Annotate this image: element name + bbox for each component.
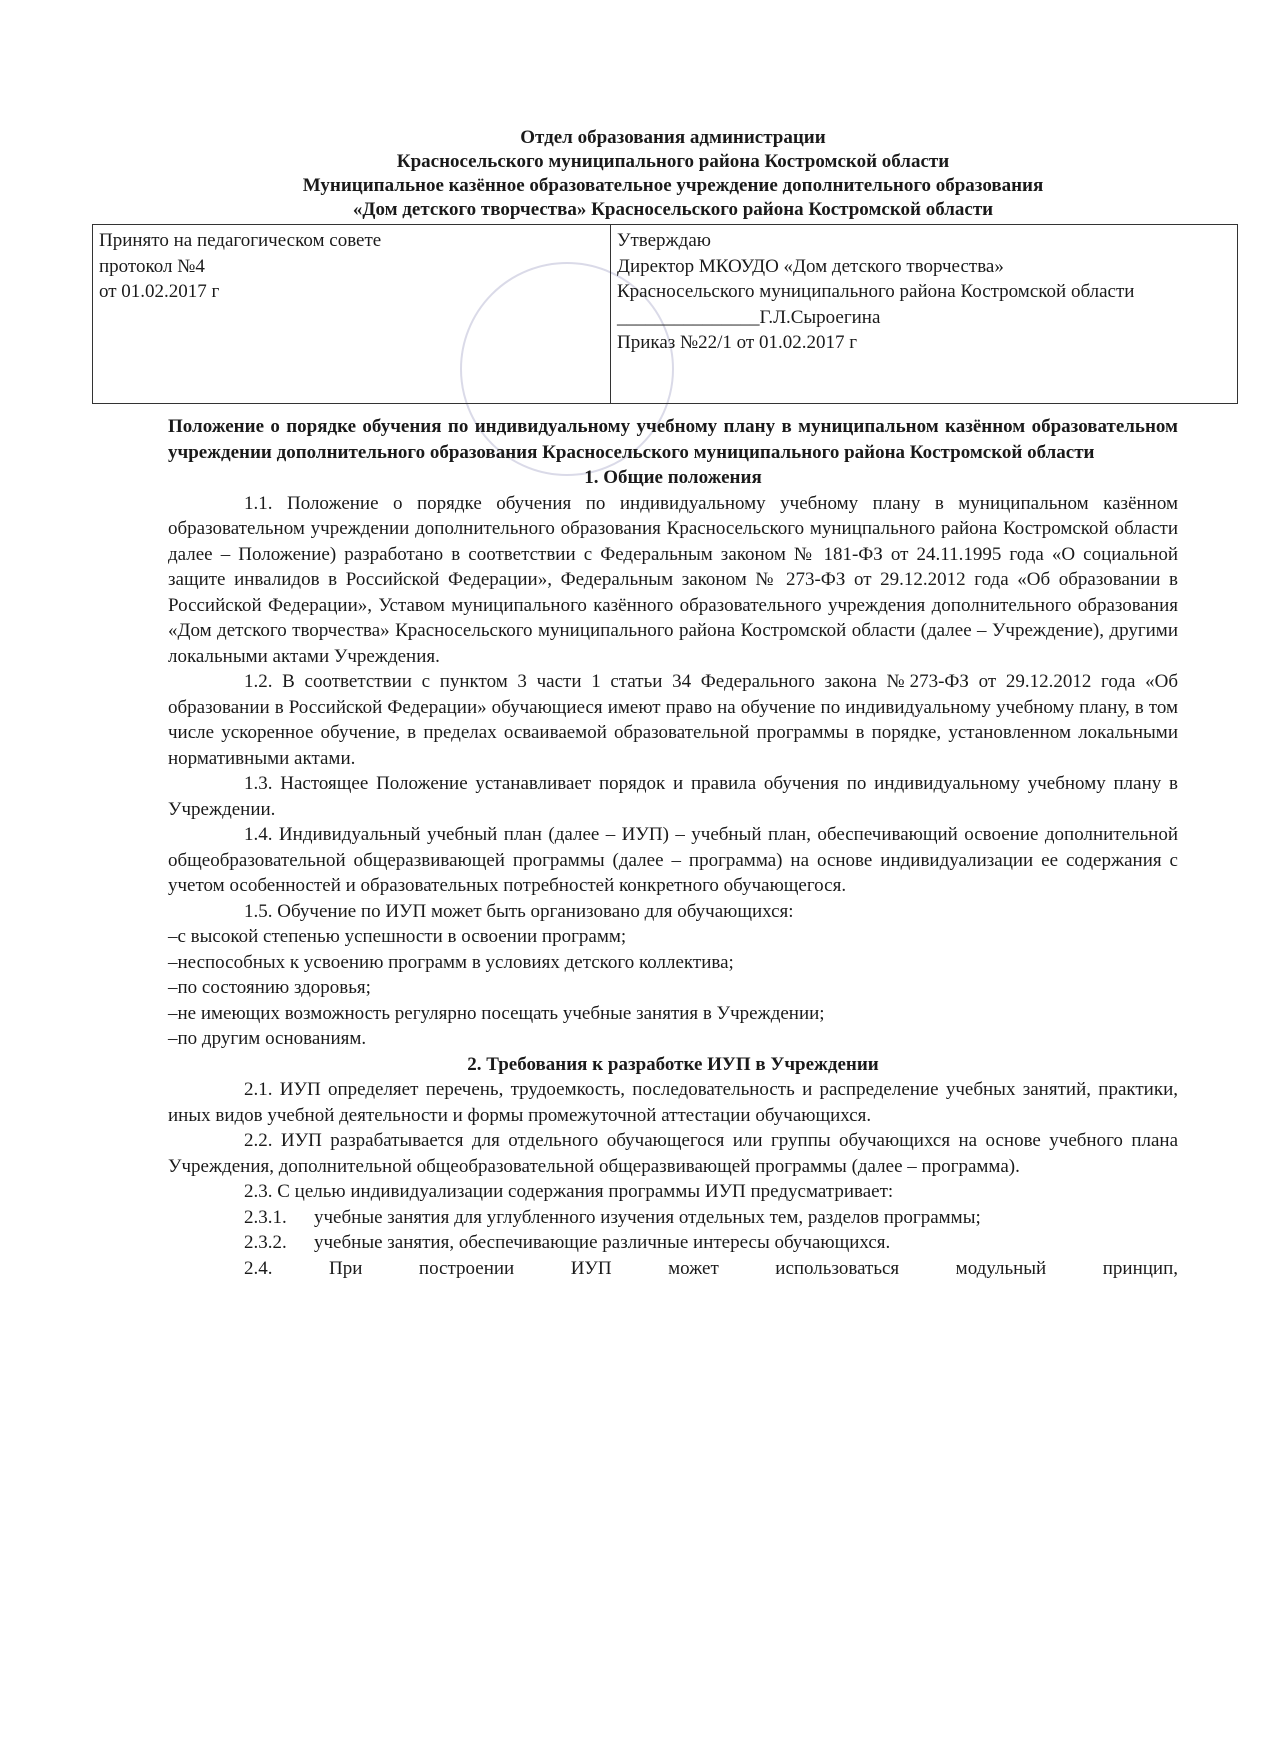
list-item: –не имеющих возможность регулярно посещать учебные занятия в Учреждении; [168,1002,825,1024]
accepted-line-3: от 01.02.2017 г [99,281,220,302]
paragraph-1-3: 1.3. Настоящее Положение устанавливает порядок и правила обучения по индивидуальному учебному плану в Учреждении. [168,773,1178,820]
list-item: –по состоянию здоровья; [168,977,371,998]
paragraph-2-3: 2.3. С целью индивидуализации содержания программы ИУП предусматривает: [244,1181,894,1202]
approval-approved-cell [611,225,1237,403]
document-title: Положение о порядке обучения по индивидуальному учебному плану в муниципальном казённом образовательном учреждении дополнительного образования Красносельского муниципального района Костромской области [168,416,1178,463]
paragraph-1-2: 1.2. В соответствии с пунктом 3 части 1 статьи 34 Федерального закона №273-ФЗ от 29.12.2012 года «Об образовании в Российской Федерации» обучающиеся имеют право на обучение по индивидуальному учебному плану, в том числе ускоренное обучение, в пределах осваиваемой образовательной программы в порядке, установленном локальными нормативными актами. [168,671,1178,769]
subitem-2-3-2 [168,1230,1178,1256]
approved-line-2: Директор МКОУДО «Дом детского творчества» [617,255,1004,277]
approval-table [92,224,1238,404]
section-1-heading: 1. Общие положения [584,467,762,488]
document-header [168,126,1178,222]
approval-accepted-cell [93,225,611,403]
subitem-text: учебные занятия, обеспечивающие различные интересы обучающихся. [314,1232,891,1253]
subitem-2-3-1 [168,1205,1178,1231]
document-page [99,126,1178,1281]
paragraph-2-4: 2.4. При построении ИУП может использоваться модульный принцип, [244,1257,1178,1279]
list-item: –с высокой степенью успешности в освоении программ; [168,926,627,947]
header-line-2: Красносельского муниципального района Костромской области [396,151,950,172]
accepted-line-2: протокол №4 [99,255,205,277]
header-line-4: «Дом детского творчества» Красносельского района Костромской области [352,199,994,220]
subitem-number: 2.3.2. [244,1232,287,1253]
list-item: –по другим основаниям. [168,1028,367,1049]
approved-line-3: Красносельского муниципального района Костромской области [617,281,1135,302]
approved-order-line: Приказ №22/1 от 01.02.2017 г [617,332,858,353]
paragraph-1-4: 1.4. Индивидуальный учебный план (далее – ИУП) – учебный план, обеспечивающий освоение дополнительной общеобразовательной общеразвивающей программы (далее – программа) на основе индивидуализации ее содержания с учетом особенностей и образовательных потребностей конкретного обучающегося. [168,824,1178,896]
section-2-heading: 2. Требования к разработке ИУП в Учреждении [467,1053,879,1075]
approved-line-1: Утверждаю [617,230,711,251]
subitem-text: учебные занятия для углубленного изучения отдельных тем, разделов программы; [314,1206,981,1228]
paragraph-2-1: 2.1. ИУП определяет перечень, трудоемкость, последовательность и распределение учебных занятий, практики, иных видов учебной деятельности и формы промежуточной аттестации обучающихся. [168,1079,1178,1126]
paragraph-1-1: 1.1. Положение о порядке обучения по индивидуальному учебному плану в муниципальном казённом образовательном учреждении дополнительного образования Красносельского муницпального района Костромской области далее – Положение) разработано в соответствии с Федеральным законом № 181-ФЗ от 24.11.1995 года «О социальной защите инвалидов в Российской Федерации», Федеральным законом № 273-ФЗ от 29.12.2012 года «Об образовании в Российской Федерации», Уставом муниципального казённого образовательного учреждения дополнительного образования «Дом детского творчества» Красносельского муниципального района Костромской области (далее – Учреждение), другими локальными актами Учреждения. [168,492,1178,667]
paragraph-2-2: 2.2. ИУП разрабатывается для отдельного обучающегося или группы обучающихся на основе учебного плана Учреждения, дополнительной общеобразовательной общеразвивающей программы (далее – программа). [168,1130,1178,1177]
header-line-1: Отдел образования администрации [520,127,826,148]
paragraph-1-5: 1.5. Обучение по ИУП может быть организовано для обучающихся: [244,900,794,922]
list-item: –неспособных к усвоению программ в условиях детского коллектива; [168,951,734,973]
approved-signature-line: _______________Г.Л.Сыроегина [617,306,881,328]
subitem-number: 2.3.1. [244,1206,287,1228]
header-line-3: Муниципальное казённое образовательное учреждение дополнительного образования [302,175,1044,196]
accepted-line-1: Принято на педагогическом совете [99,230,382,251]
